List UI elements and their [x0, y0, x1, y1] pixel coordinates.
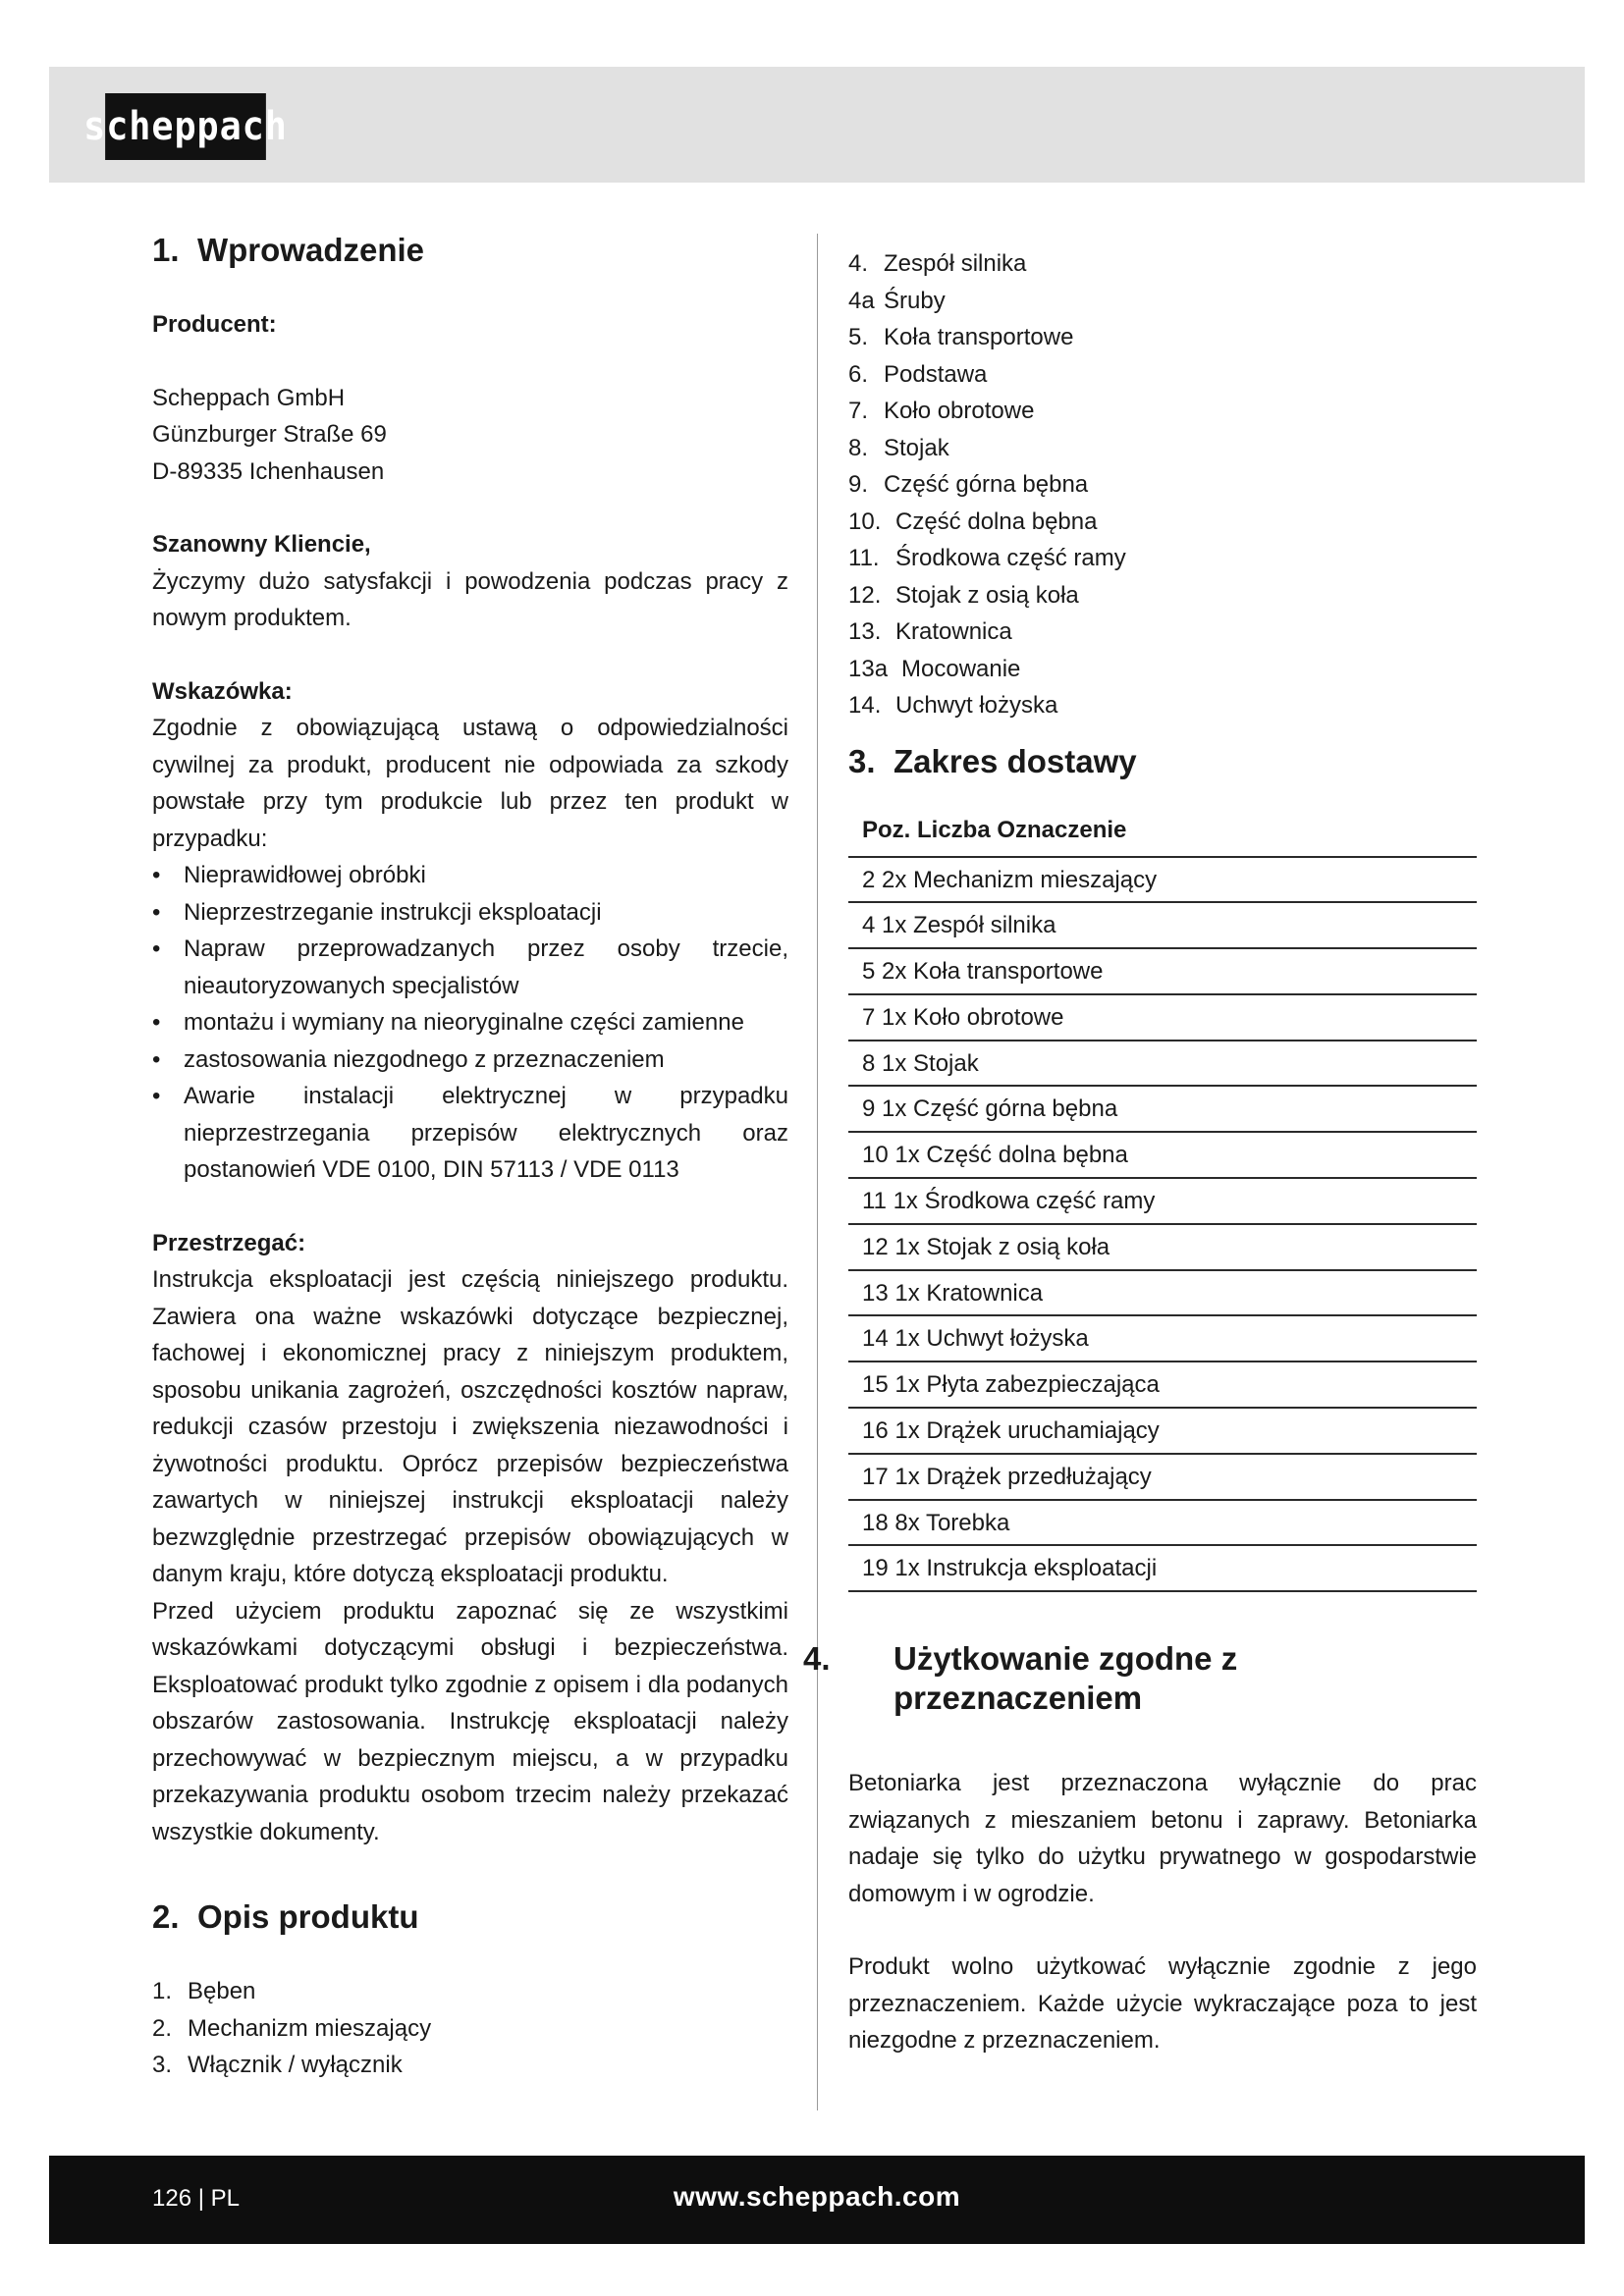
list-item: 4a Śruby [848, 287, 946, 314]
list-item: 14. Uchwyt łożyska [848, 692, 1058, 719]
list-item: • Nieprzestrzeganie instrukcji eksploatacji [152, 894, 788, 932]
parts-list-b [848, 245, 1477, 724]
address-line: D-89335 Ichenhausen [152, 457, 385, 485]
list-item: 13a Mocowanie [848, 655, 1021, 682]
column-divider [817, 234, 818, 2110]
list-item: 10. Część dolna bębna [848, 507, 1098, 535]
list-item: 3. Włącznik / wyłącznik [152, 2052, 403, 2078]
table-row: 13 1x Kratownica [848, 1271, 1477, 1317]
section-4-heading: 4. Użytkowanie zgodne z przeznaczeniem [803, 1640, 1238, 1717]
scheppach-logo: scheppach [105, 93, 266, 160]
table-row: 18 8x Torebka [848, 1501, 1477, 1547]
hint-label: Wskazówka: [152, 677, 293, 705]
section-2-heading: 2. Opis produktu [152, 1898, 419, 1935]
website-link[interactable]: www.scheppach.com [673, 2181, 961, 2212]
parts-list-a [152, 1973, 788, 2084]
observe-paragraph-2: Przed użyciem produktu zapoznać się ze wszystkimi wskazówkami dotyczącymi obsługi i bezpieczeństwa. Eksploatować produkt tylko zgodnie z opisem i dla podanych obszarów zastosowania. Instrukcję eksploatacji należy przechowywać w bezpiecznym miejscu, a w przypadku przekazywania produktu osobom trzecim należy przekazać wszystkie dokumenty. [152, 1597, 788, 1845]
table-row: 4 1x Zespół silnika [848, 903, 1477, 949]
header-band [49, 67, 1585, 183]
table-row: 10 1x Część dolna bębna [848, 1133, 1477, 1179]
table-row: 9 1x Część górna bębna [848, 1087, 1477, 1133]
observe-paragraph-1: Instrukcja eksploatacji jest częścią niniejszego produktu. Zawiera ona ważne wskazówki dotyczące bezpiecznej, fachowej i ekonomicznej pracy z niniejszym produktem, sposobu unikania zagrożeń, oszczędności kosztów napraw, redukcji czasów przestoju i zwiększenia niezawodności i żywotności produktu. Oprócz przepisów bezpieczeństwa zawartych w niniejszej instrukcji eksploatacji należy bezwzględnie przestrzegać przepisów obowiązujących w danym kraju, które dotyczą eksploatacji produktu. [152, 1266, 788, 1587]
intended-use-paragraph-2: Produkt wolno użytkować wyłącznie zgodnie z jego przeznaczeniem. Każde użycie wykraczające poza to jest niezgodne z przeznaczeniem. [848, 1953, 1477, 2055]
list-item: 7. Koło obrotowe [848, 398, 1035, 424]
table-row: 12 1x Stojak z osią koła [848, 1225, 1477, 1271]
table-row: 5 2x Koła transportowe [848, 949, 1477, 995]
producer-label: Producent: [152, 311, 277, 338]
list-item: • zastosowania niezgodnego z przeznaczeniem [152, 1041, 788, 1079]
list-item: 9. Część górna bębna [848, 471, 1089, 498]
table-row: 2 2x Mechanizm mieszający [848, 858, 1477, 904]
dear-customer-text: Życzymy dużo satysfakcji i powodzenia podczas pracy z nowym produktem. [152, 567, 788, 631]
right-column [803, 245, 1477, 2059]
list-item: • Awarie instalacji elektrycznej w przypadku nieprzestrzegania przepisów elektrycznych oraz postanowień VDE 0100, DIN 57113 / VDE 0113 [152, 1078, 788, 1189]
list-item: • Nieprawidłowej obróbki [152, 857, 788, 894]
intended-use-paragraph-1: Betoniarka jest przeznaczona wyłącznie do prac związanych z mieszaniem betonu i zaprawy. Betoniarka nadaje się tylko do użytku prywatnego w gospodarstwie domowym i w ogrodzie. [848, 1770, 1477, 1907]
observe-label: Przestrzegać: [152, 1229, 306, 1256]
list-item: 11. Środkowa część ramy [848, 545, 1126, 571]
list-item: 1. Bęben [152, 1978, 256, 2004]
delivery-scope-table [848, 811, 1477, 1593]
list-item: 5. Koła transportowe [848, 324, 1074, 350]
address-line: Scheppach GmbH [152, 384, 346, 411]
left-column [152, 231, 788, 2084]
section-1-heading: 1. Wprowadzenie [152, 232, 425, 268]
list-item: 13. Kratownica [848, 618, 1012, 645]
section-3-heading: 3. Zakres dostawy [848, 742, 1137, 779]
list-item: 8. Stojak [848, 434, 949, 461]
table-row: 11 1x Środkowa część ramy [848, 1179, 1477, 1225]
table-row: 19 1x Instrukcja eksploatacji [848, 1546, 1477, 1592]
address-line: Günzburger Straße 69 [152, 421, 387, 448]
page-number: 126 | PL [152, 2185, 240, 2212]
list-item: 12. Stojak z osią koła [848, 581, 1079, 609]
footer-band [49, 2156, 1585, 2244]
table-row: 17 1x Drążek przedłużający [848, 1455, 1477, 1501]
table-row: 15 1x Płyta zabezpieczająca [848, 1362, 1477, 1409]
table-header: Poz. Liczba Oznaczenie [848, 811, 1477, 858]
hint-text: Zgodnie z obowiązującą ustawą o odpowiedzialności cywilnej za produkt, producent nie odpowiada za szkody powstałe przy tym produkcie lub przez ten produkt w przypadku: [152, 715, 788, 852]
list-item: • Napraw przeprowadzanych przez osoby trzecie, nieautoryzowanych specjalistów [152, 931, 788, 1004]
list-item: 6. Podstawa [848, 360, 988, 388]
dear-customer-label: Szanowny Kliencie, [152, 531, 371, 558]
table-row: 7 1x Koło obrotowe [848, 995, 1477, 1041]
table-row: 14 1x Uchwyt łożyska [848, 1316, 1477, 1362]
list-item: 4. Zespół silnika [848, 250, 1027, 277]
table-row: 8 1x Stojak [848, 1041, 1477, 1088]
list-item: 2. Mechanizm mieszający [152, 2014, 432, 2042]
hint-bullet-list [152, 857, 788, 1189]
list-item: • montażu i wymiany na nieoryginalne części zamienne [152, 1004, 788, 1041]
table-row: 16 1x Drążek uruchamiający [848, 1409, 1477, 1455]
